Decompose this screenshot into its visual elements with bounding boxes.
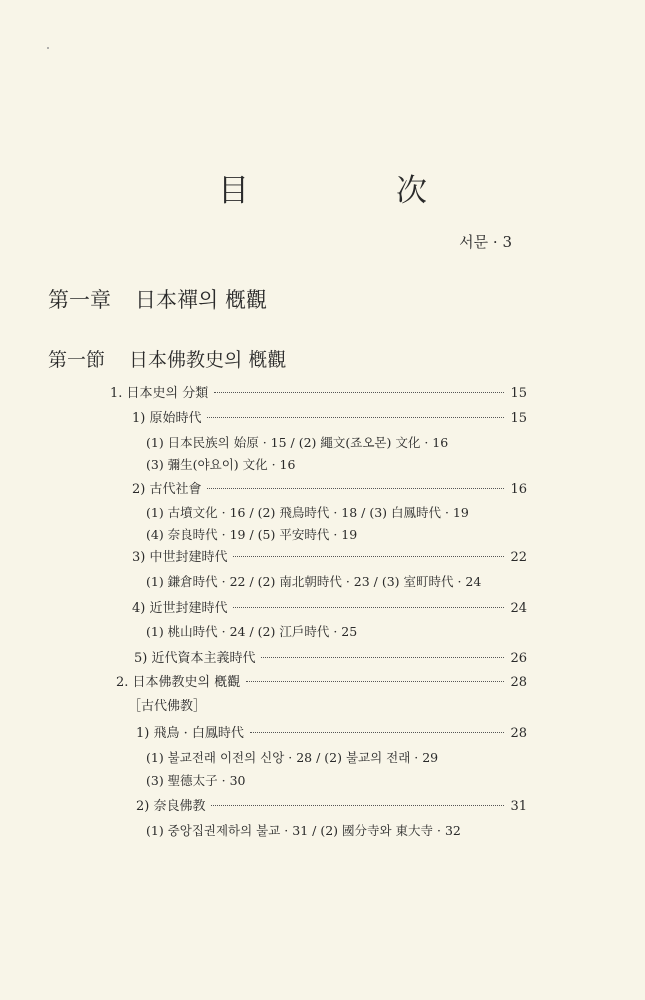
leader-dots [207,417,504,418]
leader-dots [207,488,504,489]
toc-entry[interactable] [132,407,527,426]
toc-entry-label: 3) 中世封建時代 [132,550,228,565]
chapter-heading [48,284,267,314]
toc-entry-label: 2) 奈良佛教 [136,799,206,814]
leader-dots [246,681,504,682]
toc-entry[interactable] [110,382,527,401]
page-title: 目 次 [218,173,485,209]
toc-subline: (1) 古墳文化 · 16 / (2) 飛鳥時代 · 18 / (3) 白鳳時代 · 19 [146,505,469,520]
leader-dots [214,392,504,393]
toc-entry-label: 1. 日本史의 分類 [110,386,209,401]
toc-entry[interactable] [132,478,527,497]
toc-entry-page: 16 [510,482,527,497]
leader-dots [261,657,504,658]
toc-subline: (3) 聖德太子 · 30 [146,773,246,788]
toc-entry-page: 24 [510,601,527,616]
toc-subline: (3) 彌生(야요이) 文化 · 16 [146,457,296,472]
toc-subline: (1) 日本民族의 始原 · 15 / (2) 繩文(죠오몬) 文化 · 16 [146,435,449,450]
toc-entry[interactable] [132,597,527,616]
chapter-title: 日本禪의 槪觀 [135,288,267,312]
toc-subline: (1) 불교전래 이전의 신앙 · 28 / (2) 불교의 전래 · 29 [146,750,439,765]
leader-dots [233,556,504,557]
toc-entry-label: 1) 原始時代 [132,411,202,426]
toc-entry-page: 15 [510,386,527,401]
section-heading [48,345,286,372]
toc-entry-label: 4) 近世封建時代 [132,601,228,616]
leader-dots [211,805,504,806]
section-number: 第一節 [48,349,106,371]
toc-entry-page: 26 [510,651,527,666]
toc-entry-page: 15 [510,411,527,426]
toc-subline: (1) 桃山時代 · 24 / (2) 江戶時代 · 25 [146,624,358,639]
toc-subline: (1) 鎌倉時代 · 22 / (2) 南北朝時代 · 23 / (3) 室町時代 · 24 [146,574,482,589]
toc-subline: (1) 중앙집권제하의 불교 · 31 / (2) 國分寺와 東大寺 · 32 [146,823,461,838]
toc-entry-page: 31 [510,799,527,814]
toc-entry-page: 22 [510,550,527,565]
chapter-number: 第一章 [48,288,111,312]
toc-entry-page: 28 [510,726,527,741]
toc-entry-label: 2. 日本佛教史의 槪觀 [116,675,241,690]
paper-speck [47,47,49,49]
toc-entry[interactable] [132,546,527,565]
toc-subline: (4) 奈良時代 · 19 / (5) 平安時代 · 19 [146,527,358,542]
toc-entry[interactable] [116,671,527,690]
leader-dots [250,732,505,733]
leader-dots [233,607,504,608]
toc-entry-label: 2) 古代社會 [132,482,202,497]
toc-entry-page: 28 [510,675,527,690]
toc-entry[interactable] [136,722,527,741]
toc-entry-label: 5) 近代資本主義時代 [134,651,256,666]
toc-entry[interactable] [134,647,527,666]
toc-entry-label: 1) 飛鳥 · 白鳳時代 [136,726,244,741]
preface-entry: 서문 · 3 [459,233,512,251]
toc-entry[interactable] [136,795,527,814]
section-title: 日本佛教史의 槪觀 [129,349,287,371]
era-heading: ［古代佛教］ [128,699,207,714]
